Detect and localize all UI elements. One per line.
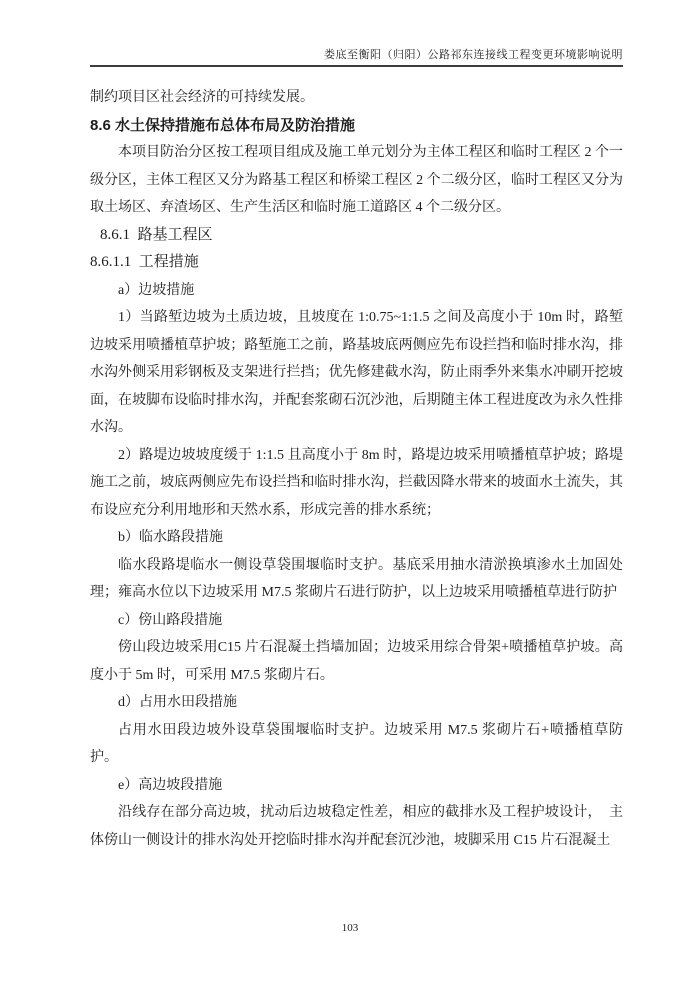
paragraph-slope-2: 2）路堤边坡坡度缓于 1:1.5 且高度小于 8m 时，路堤边坡采用喷播植草护坡；路堤施工之前，坡底两侧应先布设拦挡和临时排水沟，拦截因降水带来的坡面水土流失，其布设应充分利用地形和天然水系，形成完善的排水系统； <box>90 447 623 518</box>
subsubsection-heading-8-6-1-1: 8.6.1.1 工程措施 <box>90 254 199 270</box>
paragraph-hillside: 傍山段边坡采用C15 片石混凝土挡墙加固；边坡采用综合骨架+喷播植草护坡。高度小于 5m 时，可采用 M7.5 浆砌片石。 <box>90 640 623 683</box>
header-rule <box>90 65 623 67</box>
section-heading-8-6: 8.6 水土保持措施布总体布局及防治措施 <box>90 116 356 134</box>
paragraph-partition-overview: 本项目防治分区按工程项目组成及施工单元划分为主体工程区和临时工程区 2 个一级分区，主体工程区又分为路基工程区和桥梁工程区 2 个二级分区，临时工程区又分为取土场区、弃渣场区、生产生活区和临时施工道路区 4 个二级分区。 <box>90 145 623 215</box>
item-heading-b: b）临水路段措施 <box>118 530 223 545</box>
running-header: 娄底至衡阳（归阳）公路祁东连接线工程变更环境影响说明 <box>324 49 623 61</box>
document-body <box>90 84 623 854</box>
item-heading-c: c）傍山路段措施 <box>118 612 223 628</box>
paragraph-waterside: 临水段路堤临水一侧设草袋围堰临时支护。基底采用抽水清淤换填渗水土加固处理；雍高水位以下边坡采用 M7.5 浆砌片石进行防护，以上边坡采用喷播植草进行防护 <box>90 557 623 600</box>
paragraph-high-slope: 沿线存在部分高边坡，扰动后边坡稳定性差，相应的截排水及工程护坡设计， 主体傍山一侧设计的排水沟处开挖临时排水沟并配套沉沙池，坡脚采用 C15 片石混凝土 <box>90 805 623 848</box>
item-heading-a: a）边坡措施 <box>118 282 195 298</box>
subsection-heading-8-6-1: 8.6.1 路基工程区 <box>100 226 213 243</box>
item-heading-e: e）高边坡段措施 <box>118 777 223 793</box>
paragraph-continuation: 制约项目区社会经济的可持续发展。 <box>90 90 314 105</box>
page-number: 103 <box>341 922 359 934</box>
paragraph-slope-1: 1）当路堑边坡为土质边坡，且坡度在 1:0.75~1:1.5 之间及高度小于 10m 时，路堑边坡采用喷播植草护坡；路堑施工之前，路基坡底两侧应先布设拦挡和临时排水沟，排水沟外侧采用彩钢板及支架进行拦挡；优先修建截水沟，防止雨季外来集水冲刷开挖坡面，在坡脚布设临时排水沟，并配套浆砌石沉沙池，后期随主体工程进度改为永久性排水沟。 <box>90 310 623 435</box>
paragraph-paddy-field: 占用水田段边坡外设草袋围堰临时支护。边坡采用 M7.5 浆砌片石+喷播植草防护。 <box>90 722 623 765</box>
item-heading-d: d）占用水田段措施 <box>118 695 237 710</box>
